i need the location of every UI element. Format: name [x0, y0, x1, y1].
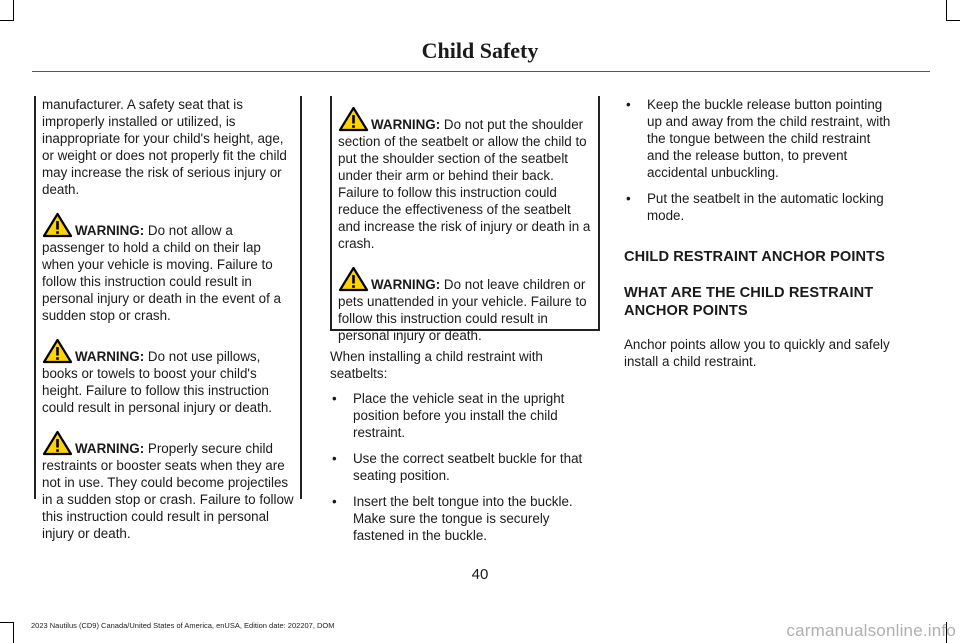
warning-triangle-icon	[338, 266, 369, 292]
installation-steps-list	[330, 390, 600, 544]
warning-text: Do not allow a passenger to hold a child on their lap when your vehicle is moving. Failure to follow this instruction could result in personal injury or death in the event of a sudden stop or crash.	[42, 223, 281, 323]
left-intro-text: manufacturer. A safety seat that is improperly installed or utilized, is inappropriate for your child's height, age, or weight or does not properly fit the child may increase the risk of serious injury or death.	[42, 97, 287, 197]
crop-mark	[946, 20, 960, 21]
footer-edition-info: 2023 Nautilus (CD9) Canada/United States of America, enUSA, Edition date: 202207, DOM	[31, 621, 335, 630]
list-item-text: Place the vehicle seat in the upright position before you install the child restraint.	[353, 391, 565, 440]
section-text: Anchor points allow you to quickly and safely install a child restraint.	[624, 337, 890, 369]
list-item-text: Put the seatbelt in the automatic locking mode.	[647, 191, 884, 223]
header-divider	[32, 71, 930, 72]
list-item	[330, 450, 600, 484]
middle-warning-box	[330, 96, 600, 343]
bullet: •	[332, 391, 337, 406]
warning-text: Do not use pillows, books or towels to boost your child's height. Failure to follow this instruction could result in personal injury or death.	[42, 349, 273, 415]
bullet: •	[332, 494, 337, 509]
warning-label: WARNING:	[75, 349, 145, 364]
warning-triangle-icon	[42, 338, 73, 364]
warning-label: WARNING:	[371, 277, 441, 292]
warning-label: WARNING:	[75, 223, 145, 238]
left-warning-box	[34, 96, 302, 541]
warning-passenger-lap	[42, 212, 296, 324]
warning-triangle-icon	[42, 430, 73, 456]
warning-text: Properly secure child restraints or booster seats when they are not in use. They could become projectiles in a sudden stop or crash. Failure to follow this instruction could result in personal injury or death.	[42, 441, 294, 541]
warning-text: Do not leave children or pets unattended in your vehicle. Failure to follow this instruction could result in personal injury or death.	[338, 277, 587, 343]
bullet: •	[332, 451, 337, 466]
warning-secure-restraints	[42, 430, 296, 542]
warning-label: WARNING:	[75, 441, 145, 456]
warning-pillows-books	[42, 338, 296, 416]
warning-triangle-icon	[42, 212, 73, 238]
warning-unattended	[338, 266, 594, 344]
crop-mark	[0, 622, 14, 623]
crop-mark	[13, 0, 14, 20]
list-item	[330, 493, 600, 544]
warning-triangle-icon	[338, 106, 369, 132]
warning-label: WARNING:	[371, 117, 441, 132]
warning-text: Do not put the shoulder section of the seatbelt or allow the child to put the shoulder section of the seatbelt under their arm or behind their back. Failure to follow this instruction could reduce the effectiveness of the seatbelt and increase the risk of injury or death in a crash.	[338, 117, 591, 251]
crop-mark	[0, 20, 14, 21]
list-item	[330, 390, 600, 441]
chapter-heading: CHILD RESTRAINT ANCHOR POINTS	[624, 249, 885, 265]
page-number: 40	[471, 566, 489, 583]
crop-mark	[946, 0, 947, 20]
bullet: •	[626, 97, 631, 112]
page-title: Child Safety	[421, 38, 539, 63]
list-item-text: Keep the buckle release button pointing up and away from the child restraint, with the tongue between the child restraint and the release button, to prevent accidental unbuckling.	[647, 97, 891, 180]
warning-shoulder-belt	[338, 106, 594, 252]
bullet: •	[626, 191, 631, 206]
middle-column	[330, 96, 600, 553]
list-item	[624, 96, 896, 181]
installation-steps-list-continued	[624, 96, 896, 224]
list-item-text: Use the correct seatbelt buckle for that seating position.	[353, 451, 583, 483]
watermark: carmanualsonline.info	[786, 621, 956, 640]
middle-intro-text: When installing a child restraint with seatbelts:	[330, 349, 543, 381]
section-heading: WHAT ARE THE CHILD RESTRAINT ANCHOR POINTS	[624, 285, 874, 319]
list-item-text: Insert the belt tongue into the buckle. Make sure the tongue is securely fastened in the buckle.	[353, 494, 573, 543]
list-item	[624, 190, 896, 224]
crop-mark	[13, 622, 14, 643]
right-column	[624, 96, 896, 370]
